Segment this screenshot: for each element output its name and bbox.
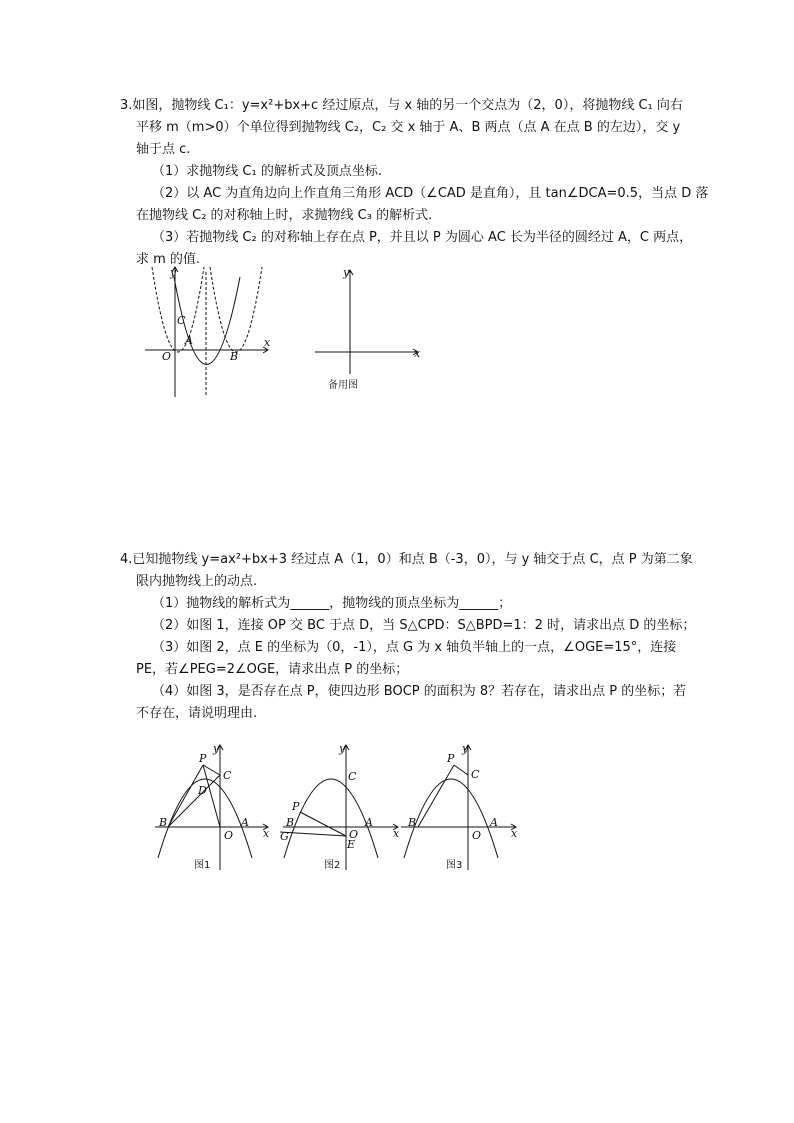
- label-p: P: [447, 752, 455, 765]
- label-b: B: [408, 816, 417, 829]
- label-b: B: [286, 816, 295, 829]
- q4-figure-3: [396, 740, 521, 872]
- q3-figure-2: [310, 262, 425, 397]
- label-x: x: [393, 827, 400, 840]
- q4-line-3: （1）抛物线的解析式为______，抛物线的顶点坐标为______；: [152, 596, 512, 611]
- q4-line-1: 4.已知抛物线 y=ax²+bx+3 经过点 A（1，0）和点 B（-3，0），与 y 轴交于点 C，点 P 为第二象: [120, 552, 693, 567]
- q3-line-3: 轴于点 c.: [136, 142, 191, 157]
- caption-spare: 备用图: [328, 380, 358, 391]
- label-a: A: [490, 816, 498, 829]
- segment-pe: [300, 812, 346, 836]
- label-b: B: [159, 816, 168, 829]
- q4-line-7: （4）如图 3，是否存在点 P，使四边形 BOCP 的面积为 8？若存在，请求出点 P 的坐标；若: [152, 684, 687, 699]
- label-y: y: [170, 266, 177, 279]
- label-y: y: [343, 266, 350, 279]
- label-a: A: [185, 334, 193, 347]
- label-o: O: [349, 828, 359, 841]
- label-o: O: [162, 350, 172, 363]
- label-x: x: [414, 347, 421, 360]
- label-x: x: [263, 827, 270, 840]
- segment-pb: [418, 765, 454, 827]
- label-a: A: [365, 816, 373, 829]
- label-c: C: [177, 314, 186, 327]
- q4-line-5: （3）如图 2，点 E 的坐标为（0，-1），点 G 为 x 轴负半轴上的一点，∠OGE=15°，连接: [152, 640, 677, 655]
- q3-line-7: （3）若抛物线 C₂ 的对称轴上存在点 P，并且以 P 为圆心 AC 长为半径的圆经过 A，C 两点，: [152, 230, 693, 245]
- parabola-c1: [152, 267, 204, 352]
- label-y: y: [339, 742, 346, 755]
- q3-figure-1: [140, 262, 275, 402]
- caption-fig3: 图3: [446, 860, 463, 871]
- q4-line-8: 不存在，请说明理由.: [136, 706, 258, 721]
- q4-figure-2: [278, 740, 406, 872]
- segment-pc: [454, 765, 468, 775]
- label-a: A: [241, 816, 249, 829]
- label-y: y: [213, 742, 220, 755]
- label-p: P: [199, 752, 207, 765]
- q3-line-2: 平移 m（m>0）个单位得到抛物线 C₂，C₂ 交 x 轴于 A、B 两点（点 A 在点 B 的左边），交 y: [136, 120, 681, 135]
- caption-fig1: 图1: [194, 860, 211, 871]
- label-c: C: [348, 770, 357, 783]
- segment-ge: [280, 832, 346, 836]
- label-y: y: [462, 742, 469, 755]
- parabola-c3: [210, 267, 262, 352]
- label-o: O: [224, 829, 234, 842]
- q4-line-6: PE，若∠PEG=2∠OGE，请求出点 P 的坐标；: [136, 662, 409, 677]
- q4-figure-1: [150, 740, 275, 872]
- label-b: B: [230, 350, 239, 363]
- label-p: P: [292, 800, 300, 813]
- label-c: C: [471, 768, 480, 781]
- q4-line-2: 限内抛物线上的动点.: [136, 574, 258, 589]
- caption-fig2: 图2: [324, 860, 341, 871]
- q3-line-4: （1）求抛物线 C₁ 的解析式及顶点坐标.: [152, 164, 382, 179]
- label-c: C: [223, 769, 232, 782]
- label-o: O: [472, 829, 482, 842]
- label-e: E: [347, 838, 356, 851]
- q3-line-6: 在抛物线 C₂ 的对称轴上时，求抛物线 C₃ 的解析式.: [136, 208, 433, 223]
- label-x: x: [511, 827, 518, 840]
- parabola: [404, 779, 498, 858]
- label-g: G: [280, 830, 289, 843]
- q3-line-1: 3.如图，抛物线 C₁：y=x²+bx+c 经过原点，与 x 轴的另一个交点为（2，0），将抛物线 C₁ 向右: [120, 98, 683, 113]
- label-x: x: [264, 336, 271, 349]
- parabola: [284, 779, 378, 858]
- q3-line-8: 求 m 的值.: [136, 252, 201, 267]
- label-d: D: [198, 784, 207, 797]
- q4-line-4: （2）如图 1，连接 OP 交 BC 于点 D，当 S△CPD：S△BPD=1：2 时，请求出点 D 的坐标；: [152, 618, 696, 633]
- q3-line-5: （2）以 AC 为直角边向上作直角三角形 ACD（∠CAD 是直角），且 tan∠DCA=0.5，当点 D 落: [152, 186, 709, 201]
